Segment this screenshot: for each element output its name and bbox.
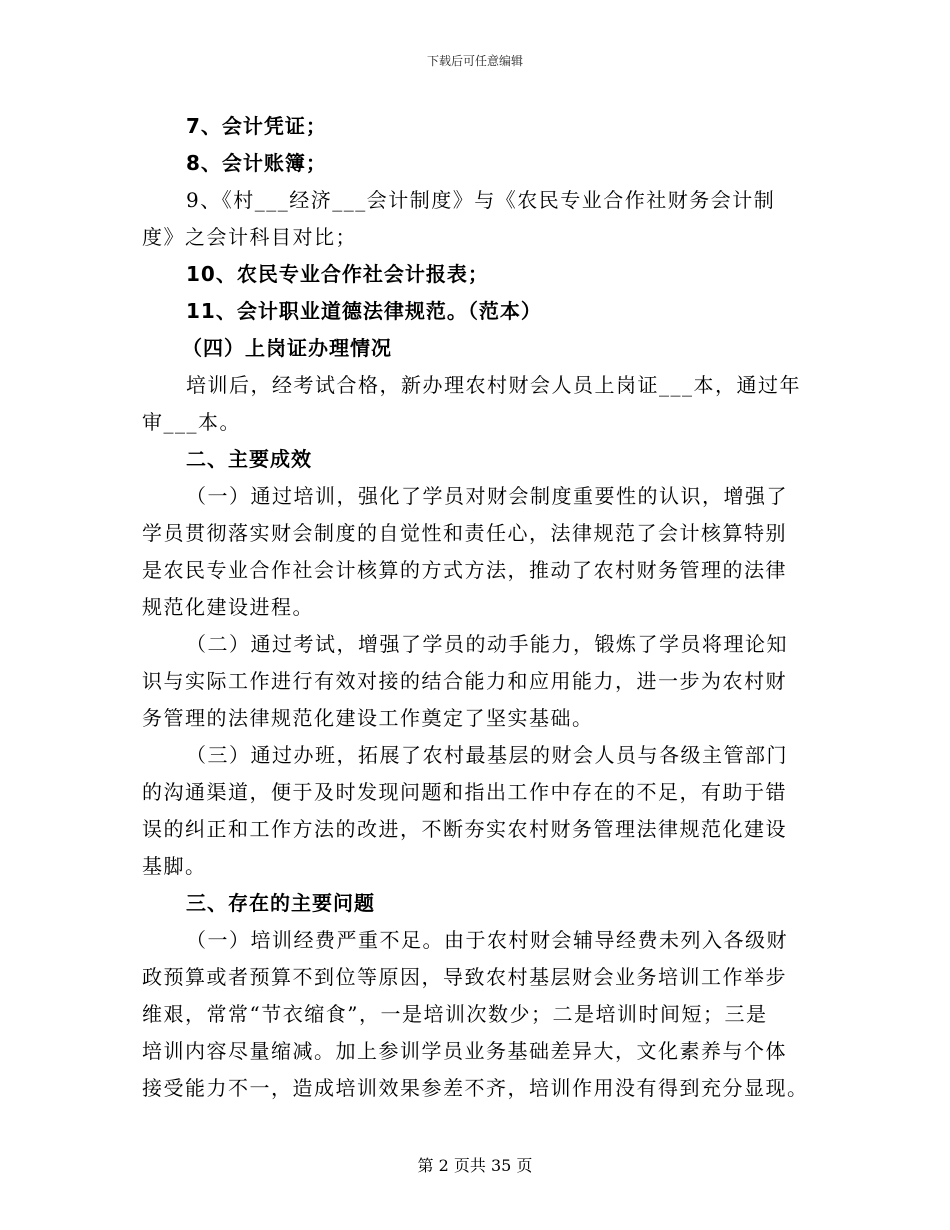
paragraph-result-3-line-1: （三）通过办班，拓展了农村最基层的财会人员与各级主管部门 (186, 743, 788, 767)
paragraph-result-2-line-2: 识与实际工作进行有效对接的结合能力和应用能力，进一步为农村财 (142, 669, 787, 693)
list-item-9-line-2: 度》之会计科目对比； (142, 225, 357, 249)
paragraph-result-1-line-2: 学员贯彻落实财会制度的自觉性和责任心，法律规范了会计核算特别 (142, 521, 787, 545)
list-item-8: 8、会计账簿； (186, 151, 327, 175)
paragraph-result-2-line-1: （二）通过考试，增强了学员的动手能力，锻炼了学员将理论知 (186, 632, 788, 656)
paragraph-certificate-line-1: 培训后，经考试合格，新办理农村财会人员上岗证___本，通过年 (186, 373, 801, 397)
paragraph-problem-1-line-1: （一）培训经费严重不足。由于农村财会辅导经费未列入各级财 (186, 928, 788, 952)
document-body (142, 108, 810, 1107)
page-footer-page-number: 第 2 页共 35 页 (417, 1156, 533, 1175)
paragraph-result-1-line-1: （一）通过培训，强化了学员对财会制度重要性的认识，增强了 (186, 484, 788, 508)
section-heading-certificate: （四）上岗证办理情况 (182, 336, 392, 360)
paragraph-result-1-line-3: 是农民专业合作社会计核算的方式方法，推动了农村财务管理的法律 (142, 558, 787, 582)
paragraph-problem-1-line-4: 培训内容尽量缩减。加上参训学员业务基础差异大，文化素养与个体 (142, 1039, 787, 1063)
paragraph-certificate-line-2: 审___本。 (142, 410, 241, 434)
paragraph-problem-1-line-3: 维艰，常常“节衣缩食”，一是培训次数少；二是培训时间短；三是 (142, 1002, 768, 1026)
list-item-10: 10、农民专业合作社会计报表； (186, 262, 489, 286)
paragraph-result-2-line-3: 务管理的法律规范化建设工作奠定了坚实基础。 (142, 706, 594, 730)
list-item-9-line-1: 9、《村___经济___会计制度》与《农民专业合作社财务会计制 (186, 188, 776, 212)
paragraph-result-3-line-2: 的沟通渠道，便于及时发现问题和指出工作中存在的不足，有助于错 (142, 780, 787, 804)
section-heading-main-problems: 三、存在的主要问题 (186, 891, 375, 915)
list-item-11: 11、会计职业道德法律规范。（范本） (186, 299, 542, 323)
paragraph-result-1-line-4: 规范化建设进程。 (142, 595, 314, 619)
list-item-7: 7、会计凭证； (186, 114, 327, 138)
section-heading-main-results: 二、主要成效 (186, 447, 312, 471)
paragraph-result-3-line-4: 基脚。 (142, 854, 207, 878)
paragraph-problem-1-line-2: 政预算或者预算不到位等原因，导致农村基层财会业务培训工作举步 (142, 965, 787, 989)
paragraph-result-3-line-3: 误的纠正和工作方法的改进，不断夯实农村财务管理法律规范化建设 (142, 817, 787, 841)
paragraph-problem-1-line-5: 接受能力不一，造成培训效果参差不齐，培训作用没有得到充分显现。 (142, 1076, 809, 1100)
page-header: 下载后可任意编辑 (426, 54, 523, 68)
